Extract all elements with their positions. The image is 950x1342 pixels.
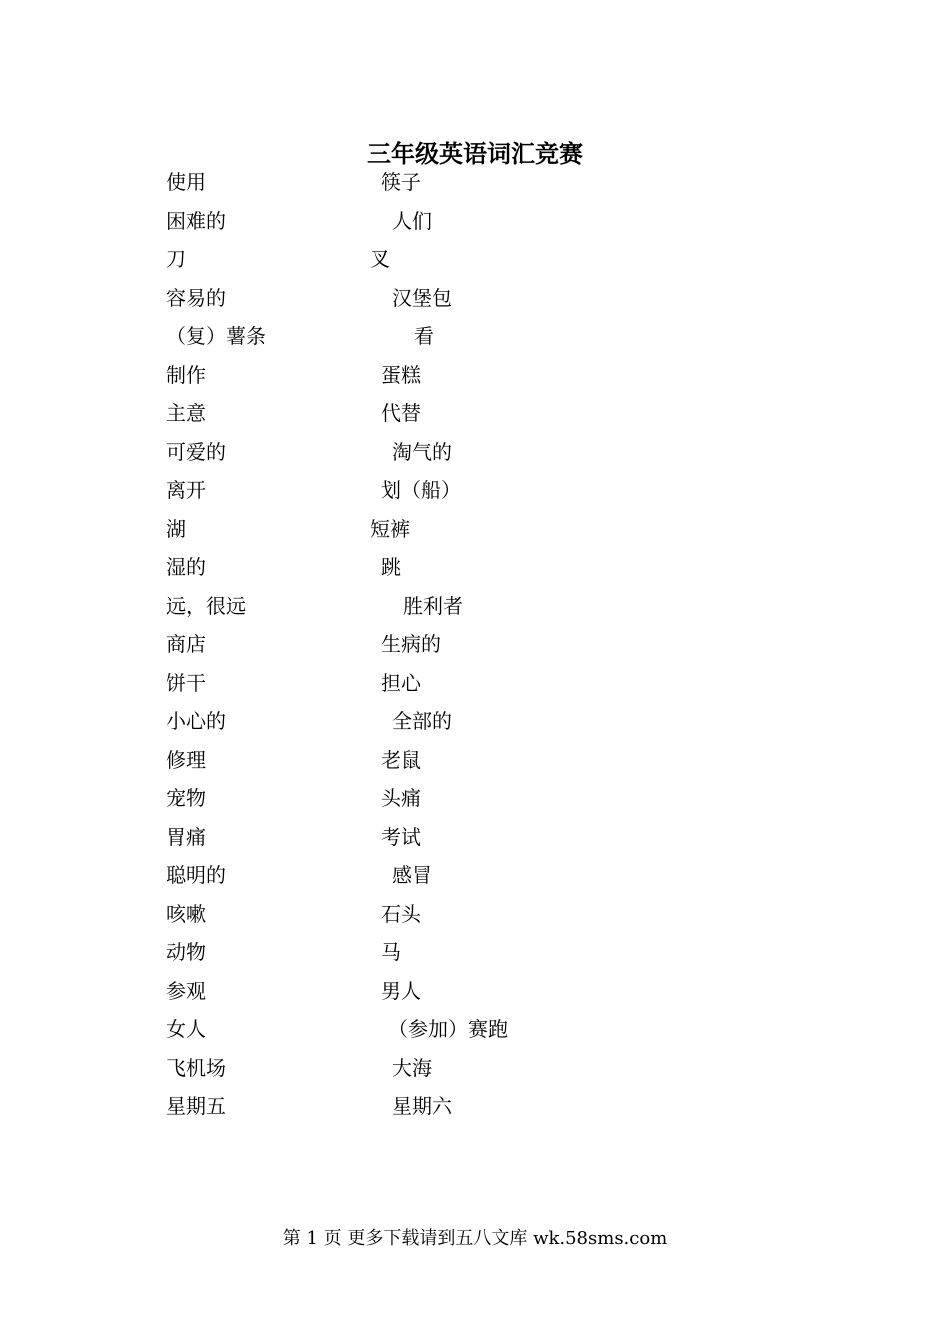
vocab-right-word: 筷子 <box>381 170 421 194</box>
vocab-left-word: 困难的 <box>166 208 226 233</box>
vocab-row <box>166 665 686 704</box>
vocab-right-word: 考试 <box>381 824 421 849</box>
vocab-row <box>166 395 686 434</box>
vocab-right-word: 全部的 <box>392 709 452 733</box>
vocab-row <box>166 164 686 203</box>
vocab-row <box>166 1088 686 1127</box>
vocab-left-word: 动物 <box>166 940 206 964</box>
vocab-row <box>166 472 686 511</box>
vocab-left-word: 湖 <box>166 516 186 541</box>
vocab-right-word: 人们 <box>392 208 432 233</box>
vocab-row <box>166 626 686 665</box>
vocab-row <box>166 318 686 357</box>
vocab-left-word: 主意 <box>166 401 206 425</box>
vocab-right-word: 汉堡包 <box>392 285 452 310</box>
vocab-row <box>166 357 686 396</box>
vocab-right-word: 淘气的 <box>392 439 452 464</box>
vocab-row <box>166 934 686 973</box>
vocab-row <box>166 973 686 1012</box>
vocab-right-word: 看 <box>414 324 434 348</box>
vocab-left-word: 飞机场 <box>166 1055 226 1080</box>
vocab-row <box>166 1011 686 1050</box>
vocab-left-word: 女人 <box>166 1017 206 1041</box>
vocab-left-word: 饼干 <box>166 670 206 695</box>
vocab-right-word: 大海 <box>392 1055 432 1080</box>
vocab-row <box>166 511 686 550</box>
vocab-row <box>166 857 686 896</box>
vocab-right-word: 短裤 <box>370 516 410 541</box>
vocab-list <box>166 164 686 1127</box>
vocab-row <box>166 780 686 819</box>
vocab-left-word: 可爱的 <box>166 439 226 464</box>
vocab-right-word: 老鼠 <box>381 747 421 772</box>
page-title: 三年级英语词汇竞赛 <box>367 139 583 168</box>
vocab-right-word: 叉 <box>370 247 390 271</box>
vocab-row <box>166 588 686 627</box>
vocab-row <box>166 241 686 280</box>
vocab-row <box>166 280 686 319</box>
vocab-row <box>166 549 686 588</box>
vocab-left-word: （复）薯条 <box>166 324 266 348</box>
vocab-right-word: 担心 <box>381 670 421 695</box>
vocab-right-word: 马 <box>381 940 401 964</box>
vocab-left-word: 湿的 <box>166 555 206 579</box>
vocab-right-word: 跳 <box>381 555 401 579</box>
page-footer: 第 1 页 更多下载请到五八文库 wk.58sms.com <box>282 1228 668 1249</box>
vocab-right-word: 头痛 <box>381 786 421 810</box>
vocab-row <box>166 896 686 935</box>
vocab-left-word: 小心的 <box>166 709 226 733</box>
vocab-right-word: 划（船） <box>381 478 461 502</box>
vocab-right-word: （参加）赛跑 <box>388 1017 508 1041</box>
vocab-left-word: 胃痛 <box>166 824 206 849</box>
vocab-left-word: 商店 <box>166 632 206 656</box>
vocab-row <box>166 703 686 742</box>
vocab-left-word: 星期五 <box>166 1094 226 1118</box>
vocab-left-word: 参观 <box>166 978 206 1003</box>
vocab-row <box>166 819 686 858</box>
vocab-right-word: 感冒 <box>392 863 432 887</box>
vocab-left-word: 宠物 <box>166 786 206 810</box>
vocab-left-word: 咳嗽 <box>166 901 206 926</box>
vocab-row <box>166 203 686 242</box>
vocab-left-word: 远，很远 <box>166 593 246 618</box>
vocab-right-word: 代替 <box>381 401 421 425</box>
vocab-row <box>166 434 686 473</box>
vocab-left-word: 容易的 <box>166 285 226 310</box>
vocab-row <box>166 1050 686 1089</box>
vocab-left-word: 聪明的 <box>166 863 226 887</box>
vocab-row <box>166 742 686 781</box>
vocab-left-word: 制作 <box>166 362 206 387</box>
vocab-left-word: 修理 <box>166 747 206 772</box>
vocab-right-word: 蛋糕 <box>381 362 421 387</box>
vocab-left-word: 刀 <box>166 247 186 271</box>
vocab-right-word: 石头 <box>381 901 421 926</box>
vocab-left-word: 离开 <box>166 478 206 502</box>
vocab-right-word: 星期六 <box>392 1094 452 1118</box>
vocab-right-word: 男人 <box>381 978 421 1003</box>
vocab-right-word: 生病的 <box>381 632 441 656</box>
vocab-right-word: 胜利者 <box>403 593 463 618</box>
vocab-left-word: 使用 <box>166 170 206 194</box>
